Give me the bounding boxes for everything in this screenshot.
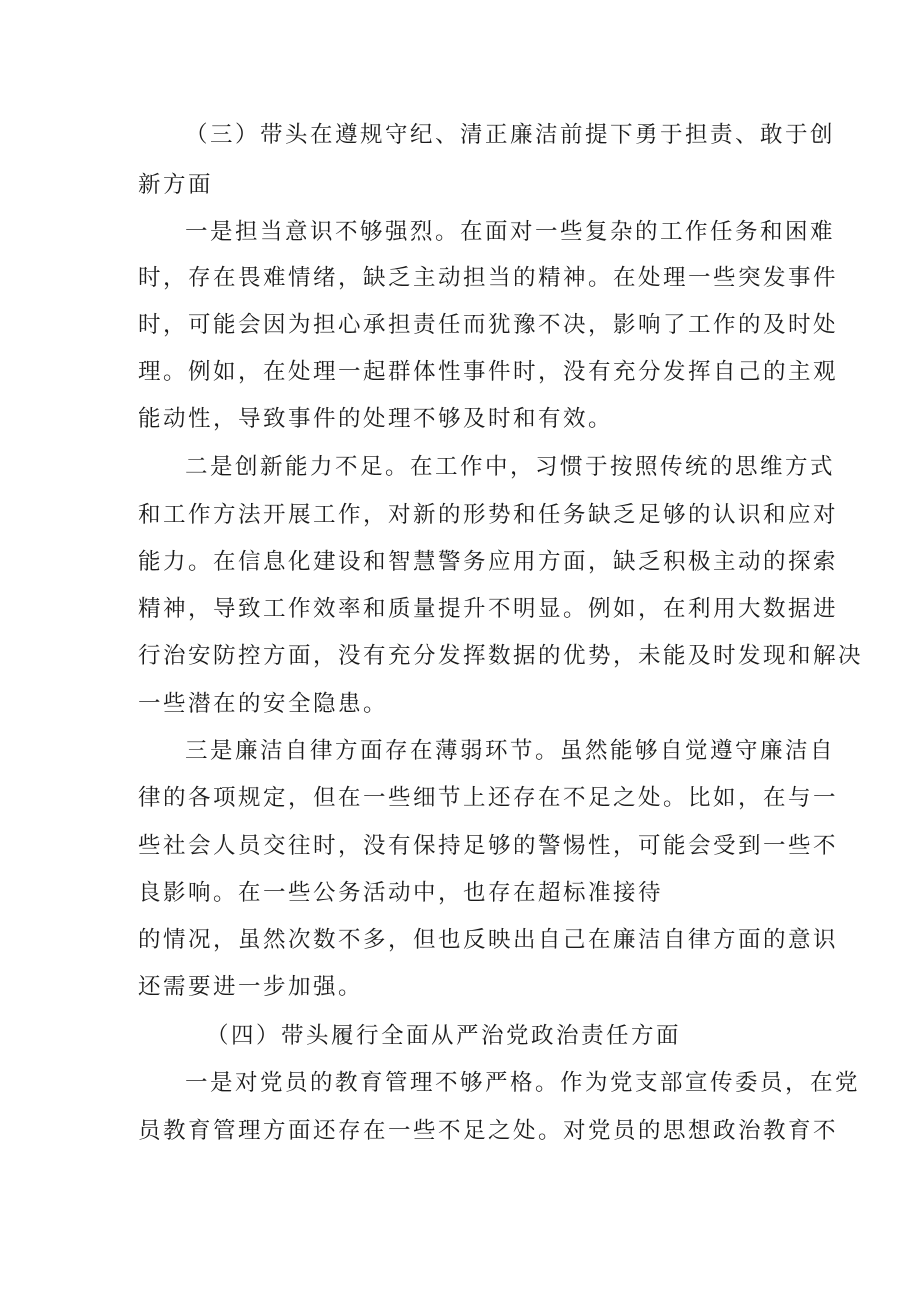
paragraph-line: 员教育管理方面还存在一些不足之处。对党员的思想政治教育不: [138, 1118, 839, 1144]
paragraph-line: 能动性，导致事件的处理不够及时和有效。: [138, 406, 614, 432]
paragraph-line: 二是创新能力不足。在工作中，习惯于按照传统的思维方式: [185, 454, 836, 480]
paragraph-line: 三是廉洁自律方面存在薄弱环节。虽然能够自觉遵守廉洁自: [185, 738, 836, 764]
paragraph-line: 还需要进一步加强。: [138, 974, 364, 1000]
paragraph-line: 时，存在畏难情绪，缺乏主动担当的精神。在处理一些突发事件: [138, 265, 839, 291]
section-heading-4: （四）带头履行全面从严治党政治责任方面: [206, 1023, 682, 1049]
paragraph-line: 良影响。在一些公务活动中，也存在超标准接待: [138, 880, 664, 906]
paragraph-line: 律的各项规定，但在一些细节上还存在不足之处。比如，在与一: [138, 785, 839, 811]
paragraph-line: 理。例如，在处理一起群体性事件时，没有充分发挥自己的主观: [138, 359, 839, 385]
paragraph-line: 些社会人员交往时，没有保持足够的警惕性，可能会受到一些不: [138, 833, 839, 859]
paragraph-line: 一是担当意识不够强烈。在面对一些复杂的工作任务和困难: [185, 219, 836, 245]
paragraph-line: 的情况，虽然次数不多，但也反映出自己在廉洁自律方面的意识: [138, 927, 839, 953]
paragraph-line: 和工作方法开展工作，对新的形势和任务缺乏足够的认识和应对: [138, 502, 839, 528]
section-heading-3: （三）带头在遵规守纪、清正廉洁前提下勇于担责、敢于创: [185, 122, 836, 148]
section-heading-3-continued: 新方面: [138, 172, 214, 198]
paragraph-line: 一是对党员的教育管理不够严格。作为党支部宣传委员，在党: [185, 1070, 861, 1096]
paragraph-line: 精神，导致工作效率和质量提升不明显。例如，在利用大数据进: [138, 596, 839, 622]
paragraph-line: 能力。在信息化建设和智慧警务应用方面，缺乏积极主动的探索: [138, 549, 839, 575]
paragraph-line: 行治安防控方面，没有充分发挥数据的优势，未能及时发现和解决: [138, 643, 864, 669]
paragraph-line: 一些潜在的安全隐患。: [138, 691, 389, 717]
paragraph-line: 时，可能会因为担心承担责任而犹豫不决，影响了工作的及时处: [138, 312, 839, 338]
